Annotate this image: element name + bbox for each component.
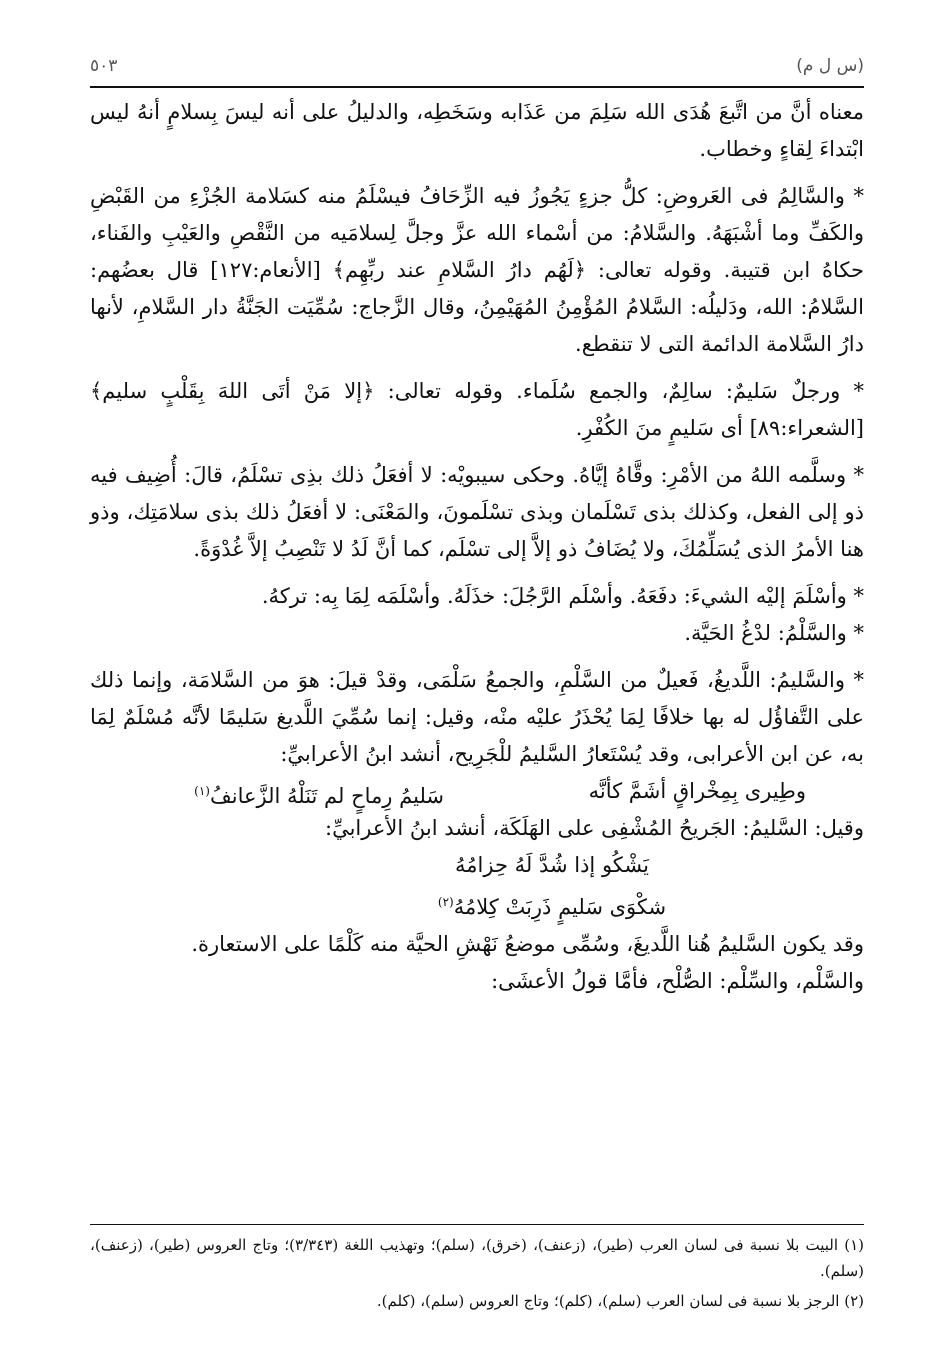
paragraph: والسَّلْم، والسِّلْم: الصُّلْح، فأمَّا قولُ الأعشَى: xyxy=(491,969,864,993)
verse-first-hemistich: وطِيرى بِمِخْراقٍ أشَمَّ كأنَّه xyxy=(588,779,806,803)
rajaz-line: شكْوَى سَليمٍ ذَرِبَتْ كِلامُهُ$^{(٢)}$ xyxy=(437,895,667,919)
paragraph: * ورجلٌ سَليمٌ: سالِمٌ، والجمع سُلَماء. وقوله تعالى: ﴿إلا مَنْ أتَى اللهَ بِقَلْبٍ سليم﴾ [الشعراء:٨٩] أى سَليمٍ منَ الكُفْرِ. xyxy=(90,379,864,440)
footnote: (١) البيت بلا نسبة فى لسان العرب (طير)، (زعنف)، (خرق)، (سلم)؛ وتهذيب اللغة (٣/٣٤٣)؛ وتاج العروس (طير)، (زعنف)، (سلم). xyxy=(90,1236,865,1280)
verse-second-hemistich: سَليمُ رِماحٍ لم تَنَلْهُ الزَّعانفُ$^{(١)}$ xyxy=(194,784,444,808)
paragraph: * والسَّليمُ: اللَّديغُ، فَعيلٌ من السَّلْمِ، والجمعُ سَلْمَى، وقدْ قيلَ: هوَ من السَّلامَة، وإنما ذلك على التَّفاؤُل له بها خلافًا لِمَا يُحْذَرُ عليْه منْه، وقيل: إنما سُمِّيَ اللَّديغ سَليمًا لأنَّه مُسْلَمٌ لِمَا به، عن ابن الأعرابى، وقد يُسْتَعارُ السَّليمُ للْجَرِيح، أنشد ابنُ الأعرابيِّ: xyxy=(90,668,864,766)
footnotes xyxy=(90,1232,864,1318)
rajaz-line: يَشْكُو إذا شُدَّ لَهُ حِزامُهُ xyxy=(455,853,649,877)
page-number: ٥٠٣ xyxy=(90,56,118,76)
poetry-verse xyxy=(90,773,864,810)
footnote-ref: (١) xyxy=(194,784,210,798)
paragraph: * وسلَّمه اللهُ من الأمْرِ: وقَّاهُ إيَّاهُ. وحكى سيبويْه: لا أفعَلُ ذلك بذِى تسْلَمُ، قالَ: أُضِيف فيه ذو إلى الفعل، وكذلك بذى تَسْلَمان وبذى تسْلَمونَ، والمَعْنَى: لا أفعَلُ ذلك بذى سلامَتِك، وذو هنا الأمرُ الذى يُسَلِّمُكَ، ولا يُضَافُ ذو إلاَّ إلى تسْلَم، كما أنَّ لَدُ لا تَنْصِبُ إلاَّ غُدْوَةً. xyxy=(90,463,864,561)
paragraph: * والسَّلْمُ: لدْغُ الحَيَّة. xyxy=(684,621,864,645)
footnote-rule xyxy=(90,1224,864,1225)
paragraph: * والسَّالِمُ فى العَروضِ: كلُّ جزءٍ يَجُوزُ فيه الزِّحَافُ فيسْلَمُ منه كسَلامة الجُزْءِ من القَبْضِ والكَفِّ وما أشْبَهَهُ. والسَّلامُ: من أسْماء الله عزَّ وجلَّ لِسلامَيه من النَّقْصِ والعَيْبِ والفَناء، حكاهُ ابن قتيبة. وقوله تعالى: ﴿لَهُم دارُ السَّلامِ عند ربِّهِم﴾ [الأنعام:١٢٧] قال بعضُهم: السَّلامُ: الله، ودَليلُه: السَّلامُ المُؤْمِنُ المُهَيْمِنُ، وقال الزَّجاج: سُمِّيَت الجَنَّةُ دار السَّلامِ، لأنها دارُ السَّلامة الدائمة التى لا تنقطع. xyxy=(90,184,864,356)
running-head xyxy=(90,56,864,82)
header-rule xyxy=(90,86,864,88)
paragraph: وقيل: السَّليمُ: الجَريحُ المُشْفِى على الهَلَكَة، أنشد ابنُ الأعرابيِّ: xyxy=(325,816,864,840)
root-heading: (س ل م) xyxy=(796,56,864,76)
paragraph: معناه أنَّ من اتَّبعَ هُدَى الله سَلِمَ من عَذَابه وسَخَطِه، والدليلُ على أنه ليسَ بِسلامٍ أنهُ ليس ابْتداءَ لِقاءٍ وخطاب. xyxy=(90,100,864,161)
footnote-ref: (٢) xyxy=(437,895,454,909)
main-text xyxy=(90,94,864,1000)
footnote: (٢) الرجز بلا نسبة فى لسان العرب (سلم)، (كلم)؛ وتاج العروس (سلم)، (كلم). xyxy=(376,1292,864,1310)
paragraph: وقد يكون السَّليمُ هُنا اللَّديغَ، وسُمِّى موضعُ نَهْشِ الحيَّة منه كَلْمًا على الاستعارة. xyxy=(191,932,864,956)
paragraph: * وأسْلَمَ إليْه الشيءَ: دفَعَهُ. وأسْلَم الرَّجُلَ: خذَلَهُ. وأسْلَمَه لِمَا بِه: تركهُ. xyxy=(261,584,864,608)
